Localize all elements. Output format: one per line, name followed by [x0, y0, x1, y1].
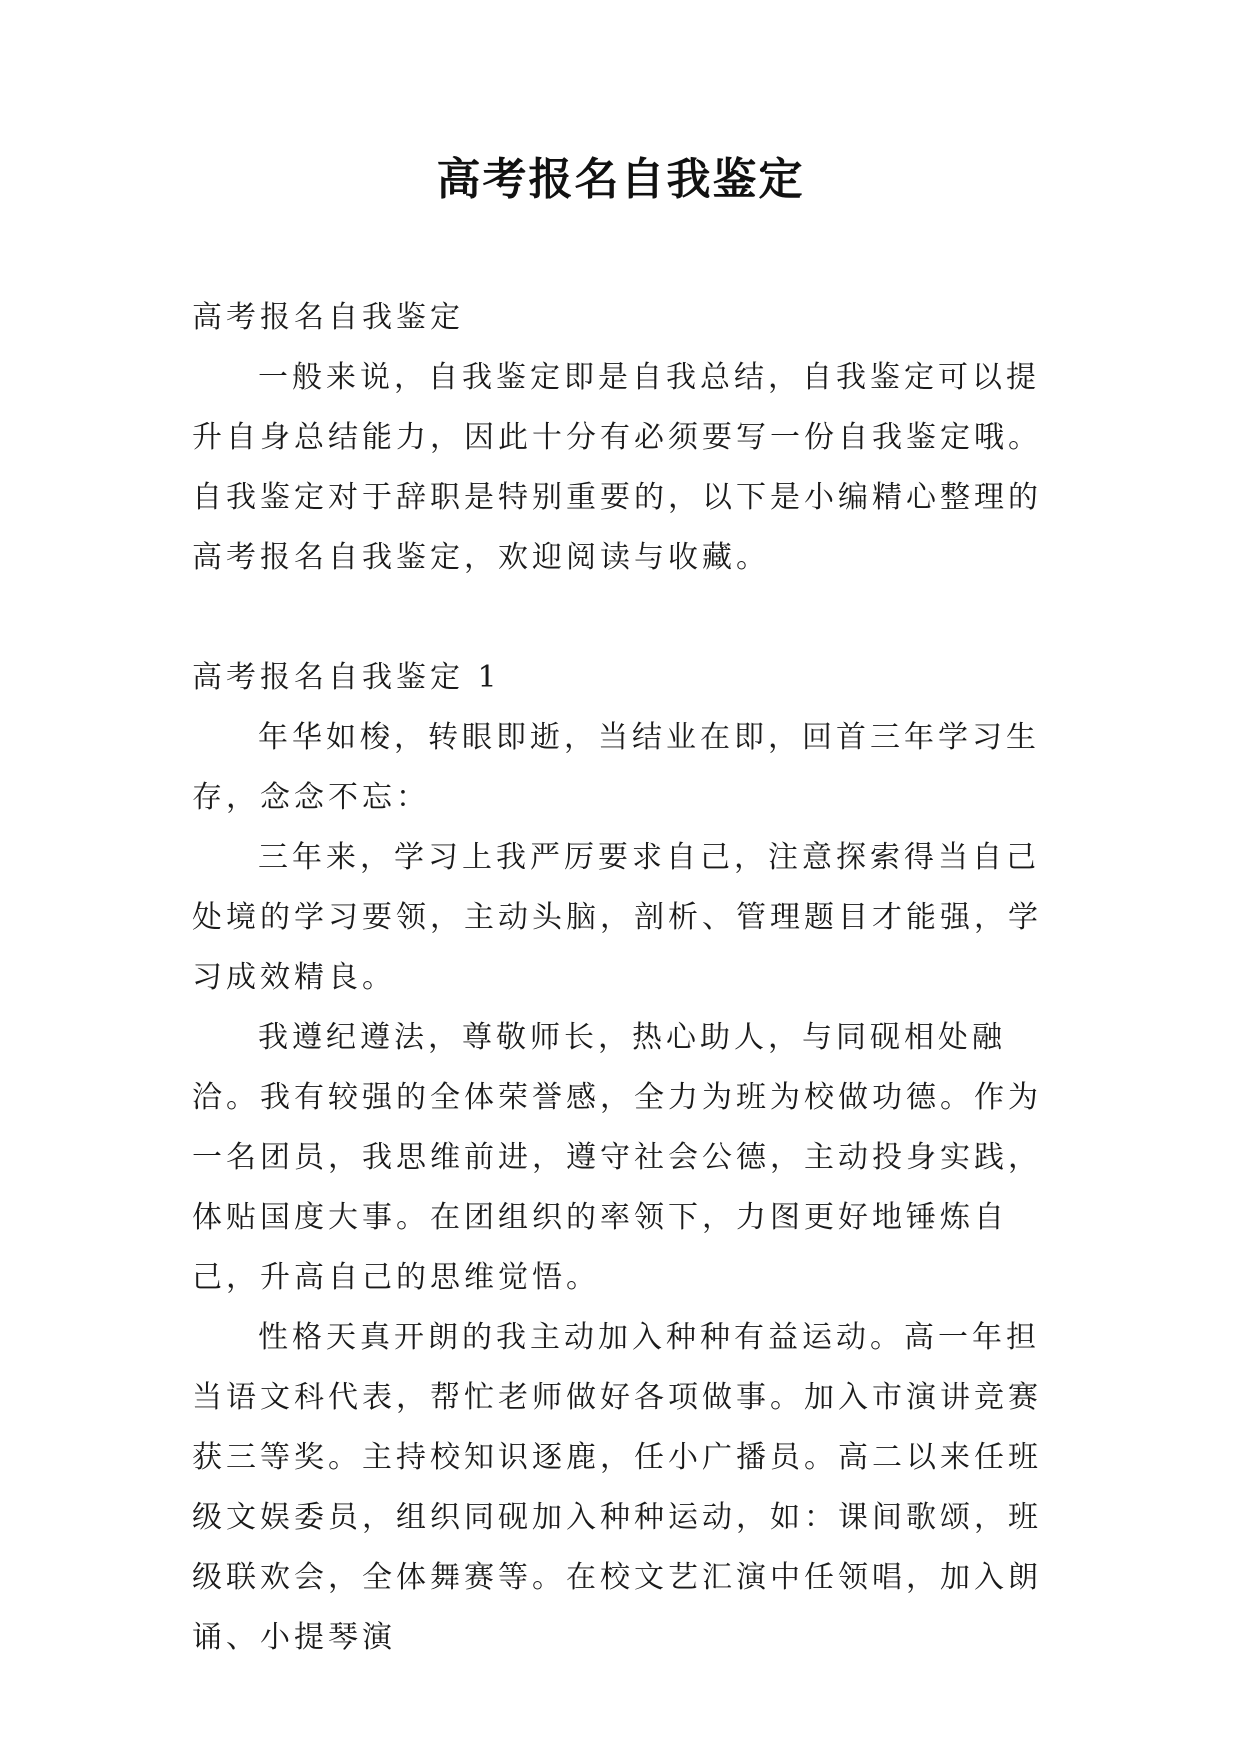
- body-paragraph-2: 三年来，学习上我严厉要求自己，注意探索得当自己处境的学习要领，主动头脑，剖析、管理题目才能强，学习成效精良。: [192, 840, 1042, 995]
- intro-paragraph: 一般来说，自我鉴定即是自我总结，自我鉴定可以提升自身总结能力，因此十分有必须要写一份自我鉴定哦。自我鉴定对于辞职是特别重要的，以下是小编精心整理的高考报名自我鉴定，欢迎阅读与收藏。: [192, 360, 1042, 575]
- document-body: [192, 288, 1062, 1668]
- document-subtitle: 高考报名自我鉴定: [192, 300, 464, 335]
- body-paragraph-1: 年华如梭，转眼即逝，当结业在即，回首三年学习生存，念念不忘：: [192, 720, 1040, 815]
- body-paragraph-4: 性格天真开朗的我主动加入种种有益运动。高一年担当语文科代表，帮忙老师做好各项做事。加入市演讲竞赛获三等奖。主持校知识逐鹿，任小广播员。高二以来任班级文娱委员，组织同砚加入种种运动，如：课间歌颂，班级联欢会，全体舞赛等。在校文艺汇演中任领唱，加入朗诵、小提琴演: [192, 1320, 1042, 1655]
- body-paragraph-3: 我遵纪遵法，尊敬师长，热心助人，与同砚相处融洽。我有较强的全体荣誉感，全力为班为校做功德。作为一名团员，我思维前进，遵守社会公德，主动投身实践，体贴国度大事。在团组织的率领下，力图更好地锤炼自己，升高自己的思维觉悟。: [192, 1020, 1042, 1295]
- section-heading: 高考报名自我鉴定 1: [192, 660, 501, 695]
- document-title: 高考报名自我鉴定: [436, 154, 805, 205]
